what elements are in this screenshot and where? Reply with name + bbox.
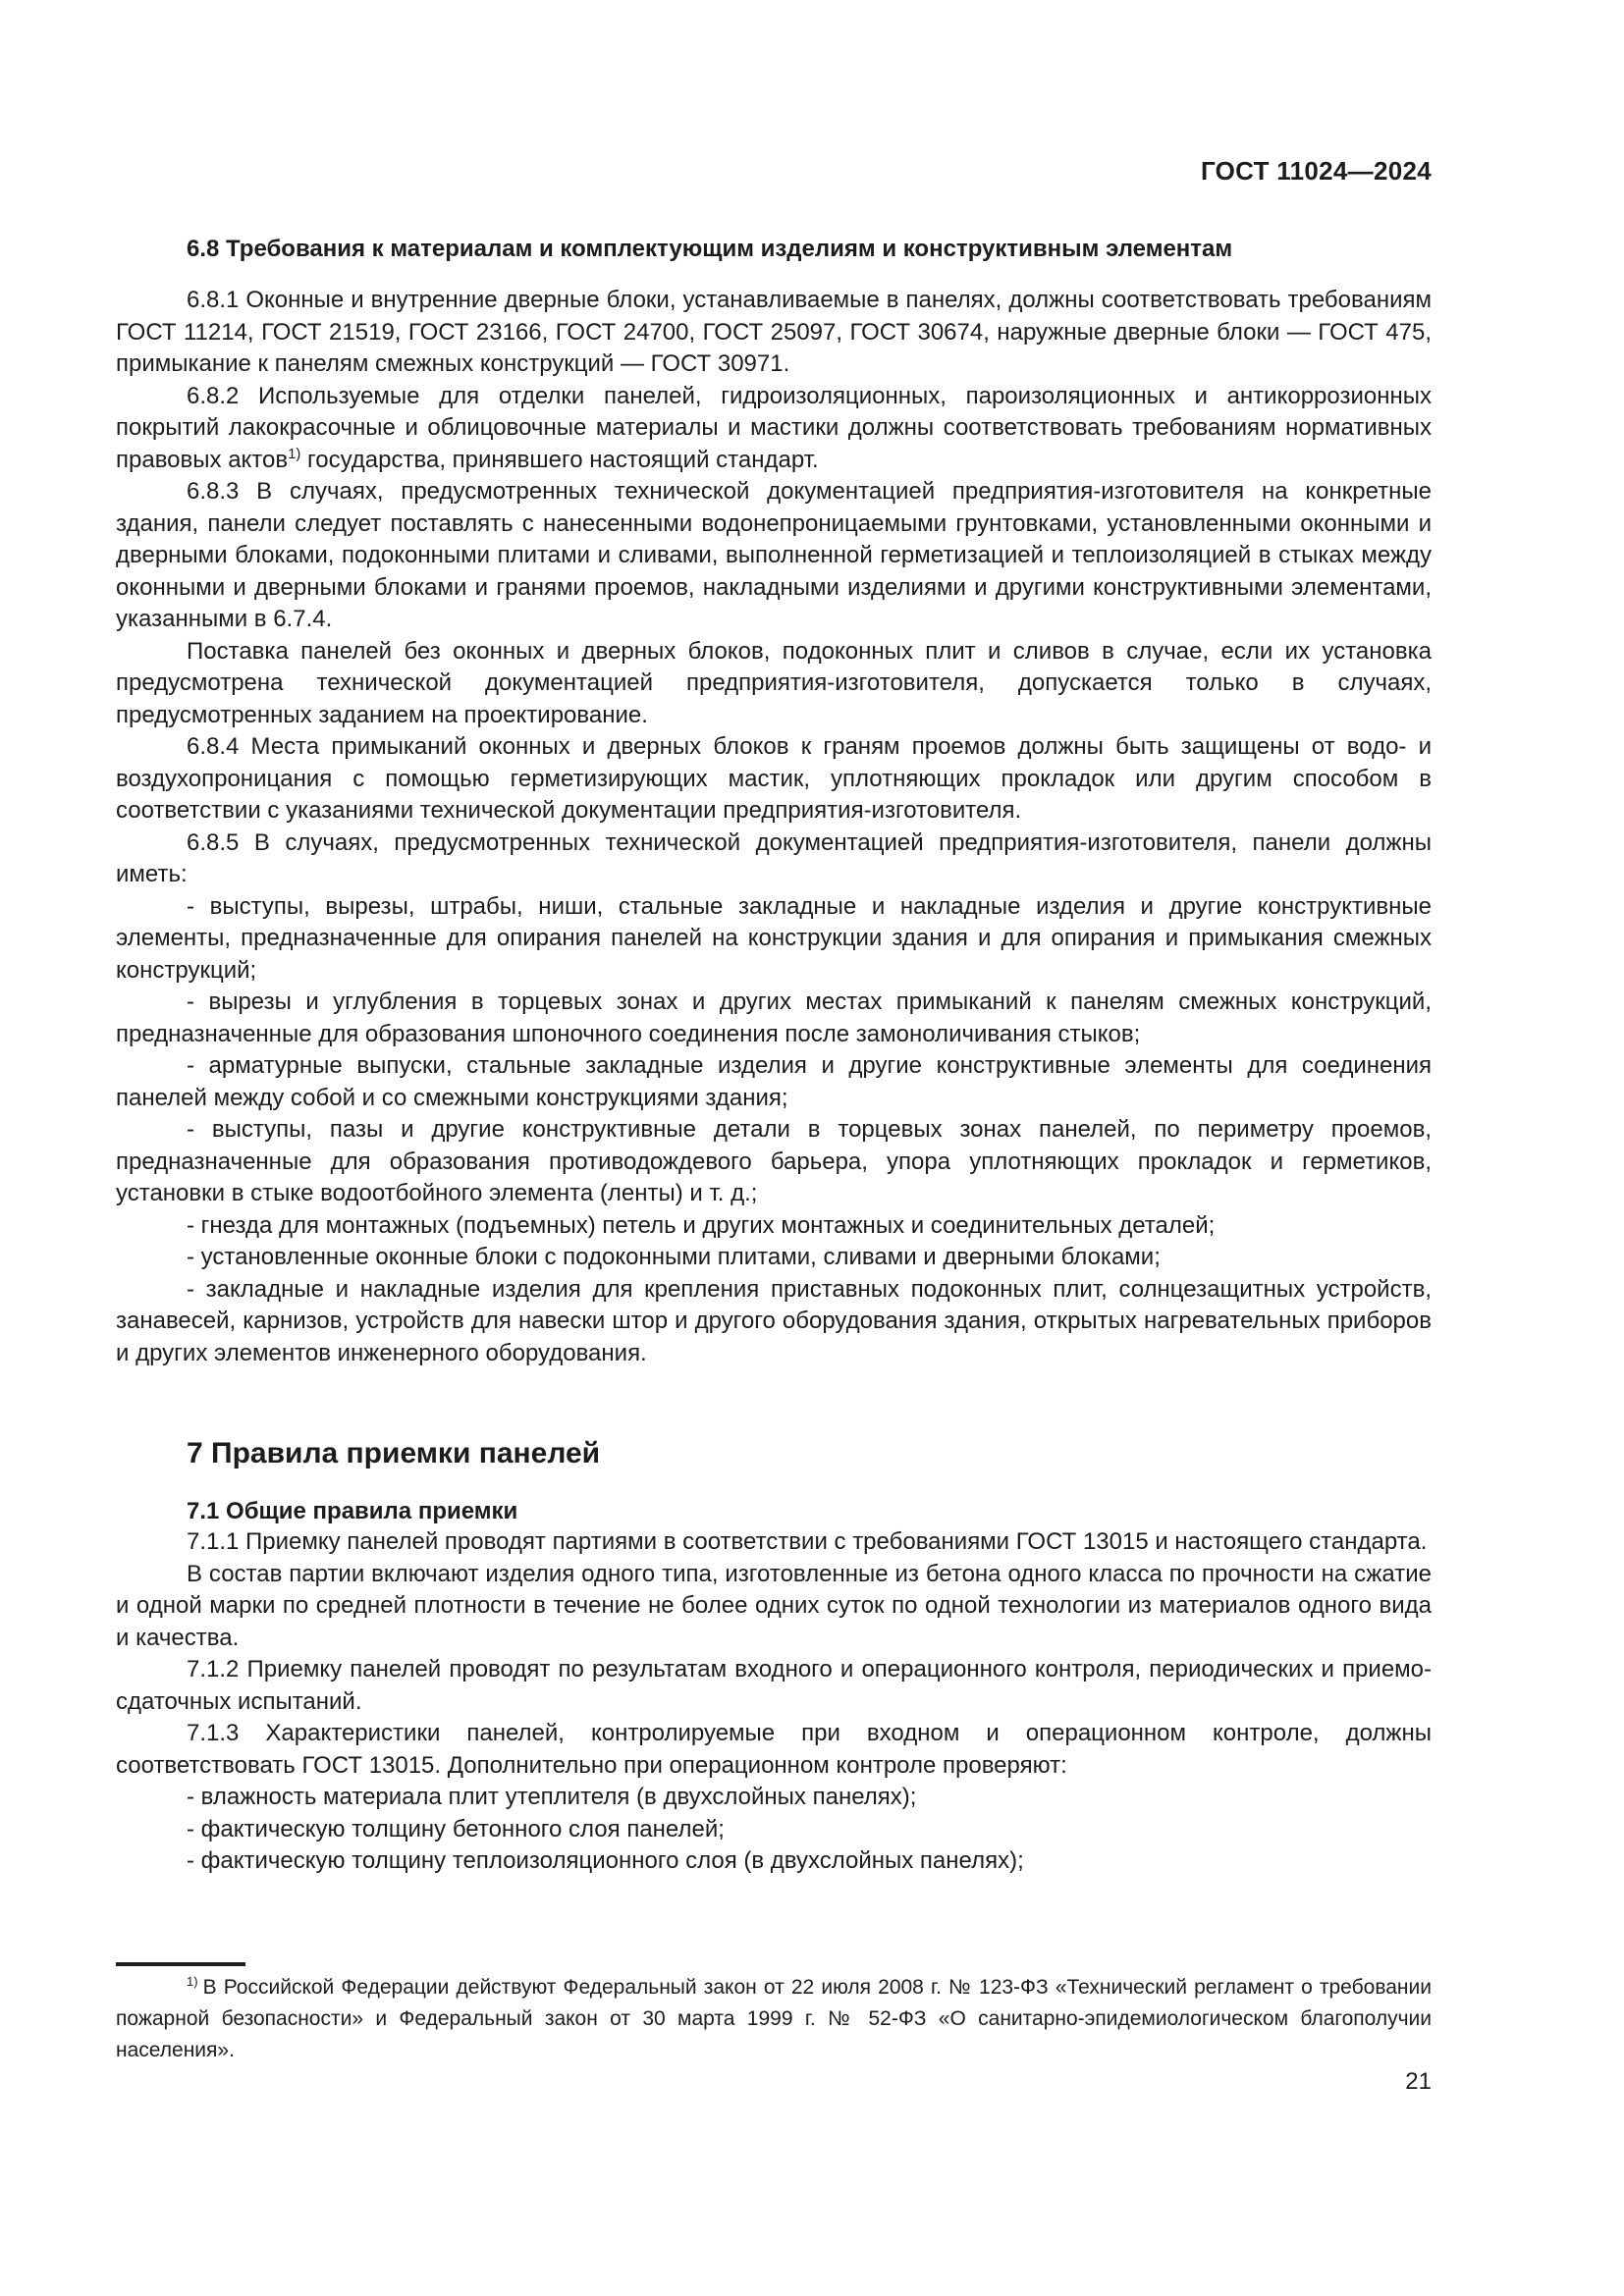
footnote-separator-rule <box>116 1962 245 1966</box>
paragraph-6-8-4: 6.8.4 Места примыканий оконных и дверных блоков к граням проемов должны быть защищены от водо- и воздухопроницания с помощью герметизирующих мастик, уплотняющих прокладок или другим способом в соответствии с указаниями технической документации предприятия-изготовителя. <box>116 733 1432 824</box>
list-item-cutouts: - вырезы и углубления в торцевых зонах и других местах примыканий к панелям смежных конструкций, предназначенные для образования шпоночного соединения после замоноличивания стыков; <box>116 988 1432 1047</box>
paragraph-6-8-3-continued: Поставка панелей без оконных и дверных блоков, подоконных плит и сливов в случае, если их установка предусмотрена технической документацией предприятия-изготовителя, допускается только в случаях, предусмотренных заданием на проектирование. <box>116 637 1432 728</box>
list-item-grooves: - выступы, пазы и другие конструктивные детали в торцевых зонах панелей, по периметру проемов, предназначенные для образования противодождевого барьера, упора уплотняющих прокладок и герметиков, установки в стыке водоотбойного элемента (ленты) и т. д.; <box>116 1116 1432 1206</box>
section-7-heading: 7 Правила приемки панелей <box>187 1437 601 1469</box>
paragraph-7-1-1: 7.1.1 Приемку панелей проводят партиями в соответствии с требованиями ГОСТ 13015 и настоящего стандарта. <box>187 1528 1428 1555</box>
paragraph-6-8-2-tail: государства, принявшего настоящий стандарт. <box>300 446 819 473</box>
paragraph-7-1-3: 7.1.3 Характеристики панелей, контролируемые при входном и операционном контроле, должны соответствовать ГОСТ 13015. Дополнительно при операционном контроле проверяют: <box>116 1720 1432 1779</box>
list-item-rebar-outlets: - арматурные выпуски, стальные закладные изделия и другие конструктивные элементы для соединения панелей между собой и со смежными конструкциями здания; <box>116 1052 1432 1111</box>
list-item-projections: - выступы, вырезы, штрабы, ниши, стальные закладные и накладные изделия и другие конструктивные элементы, предназначенные для опирания панелей на конструкции здания и для опирания и примыкания смежных конструкций; <box>116 892 1432 984</box>
footnote-marker: 1) <box>187 1974 198 1989</box>
paragraph-6-8-5: 6.8.5 В случаях, предусмотренных технической документацией предприятия-изготовителя, панели должны иметь: <box>116 828 1432 887</box>
footnote-block <box>116 1962 1432 2066</box>
footnote-reference-mark: 1) <box>288 446 301 462</box>
list-item-embedded-items: - закладные и накладные изделия для крепления приставных подоконных плит, солнцезащитных устройств, занавесей, карнизов, устройств для навески штор и другого оборудования здания, открытых нагревательных приборов и других элементов инженерного оборудования. <box>116 1275 1432 1366</box>
paragraph-6-8-2-lead: 6.8.2 Используемые для отделки панелей, гидроизоляционных, пароизоляционных и антикоррозионных покрытий лакокрасочные и облицовочные материалы и мастики должны соответствовать требованиям нормативных правовых актов <box>116 382 1432 473</box>
paragraph-6-8-2 <box>116 381 1432 477</box>
list-item-insulation-thickness: - фактическую толщину теплоизоляционного слоя (в двухслойных панелях); <box>187 1847 1024 1874</box>
section-6-8-heading: 6.8 Требования к материалам и комплектующим изделиям и конструктивным элементам <box>187 236 1233 262</box>
paragraph-7-1-1-continued: В состав партии включают изделия одного типа, изготовленные из бетона одного класса по прочности на сжатие и одной марки по средней плотности в течение не более одних суток по одной технологии из материалов одного вида и качества. <box>116 1560 1432 1651</box>
paragraph-6-8-3: 6.8.3 В случаях, предусмотренных технической документацией предприятия-изготовителя на конкретные здания, панели следует поставлять с нанесенными водонепроницаемыми грунтовками, установленными оконными и дверными блоками, подоконными плитами и сливами, выполненной герметизацией и теплоизоляцией в стыках между оконными и дверными блоками и гранями проемов, накладными изделиями и другими конструктивными элементами, указанными в 6.7.4. <box>116 478 1432 632</box>
list-item-sockets: - гнезда для монтажных (подъемных) петель и других монтажных и соединительных деталей; <box>187 1211 1216 1239</box>
footnote-text <box>116 1972 1432 2066</box>
page-number: 21 <box>1405 2068 1432 2095</box>
list-item-concrete-thickness: - фактическую толщину бетонного слоя панелей; <box>187 1815 725 1842</box>
footnote-body: В Российской Федерации действуют Федеральный закон от 22 июля 2008 г. № 123-ФЗ «Технический регламент о требовании пожарной безопасности» и Федеральный закон от 30 марта 1999 г. № 52-ФЗ «О санитарно-эпидемиологическом благополучии населения». <box>116 1976 1432 2061</box>
section-7-1-heading: 7.1 Общие правила приемки <box>187 1498 518 1524</box>
paragraph-6-8-1: 6.8.1 Оконные и внутренние дверные блоки, устанавливаемые в панелях, должны соответствовать требованиям ГОСТ 11214, ГОСТ 21519, ГОСТ 23166, ГОСТ 24700, ГОСТ 25097, ГОСТ 30674, наружные дверные блоки — ГОСТ 475, примыкание к панелям смежных конструкций — ГОСТ 30971. <box>116 287 1432 377</box>
paragraph-7-1-2: 7.1.2 Приемку панелей проводят по результатам входного и операционного контроля, периодических и приемо-сдаточных испытаний. <box>116 1656 1432 1715</box>
list-item-insulation-moisture: - влажность материала плит утеплителя (в двухслойных панелях); <box>187 1784 917 1810</box>
list-item-window-blocks: - установленные оконные блоки с подоконными плитами, сливами и дверными блоками; <box>187 1244 1161 1270</box>
page-content <box>116 157 1432 1878</box>
doc-header-standard-number: ГОСТ 11024—2024 <box>1200 156 1432 186</box>
